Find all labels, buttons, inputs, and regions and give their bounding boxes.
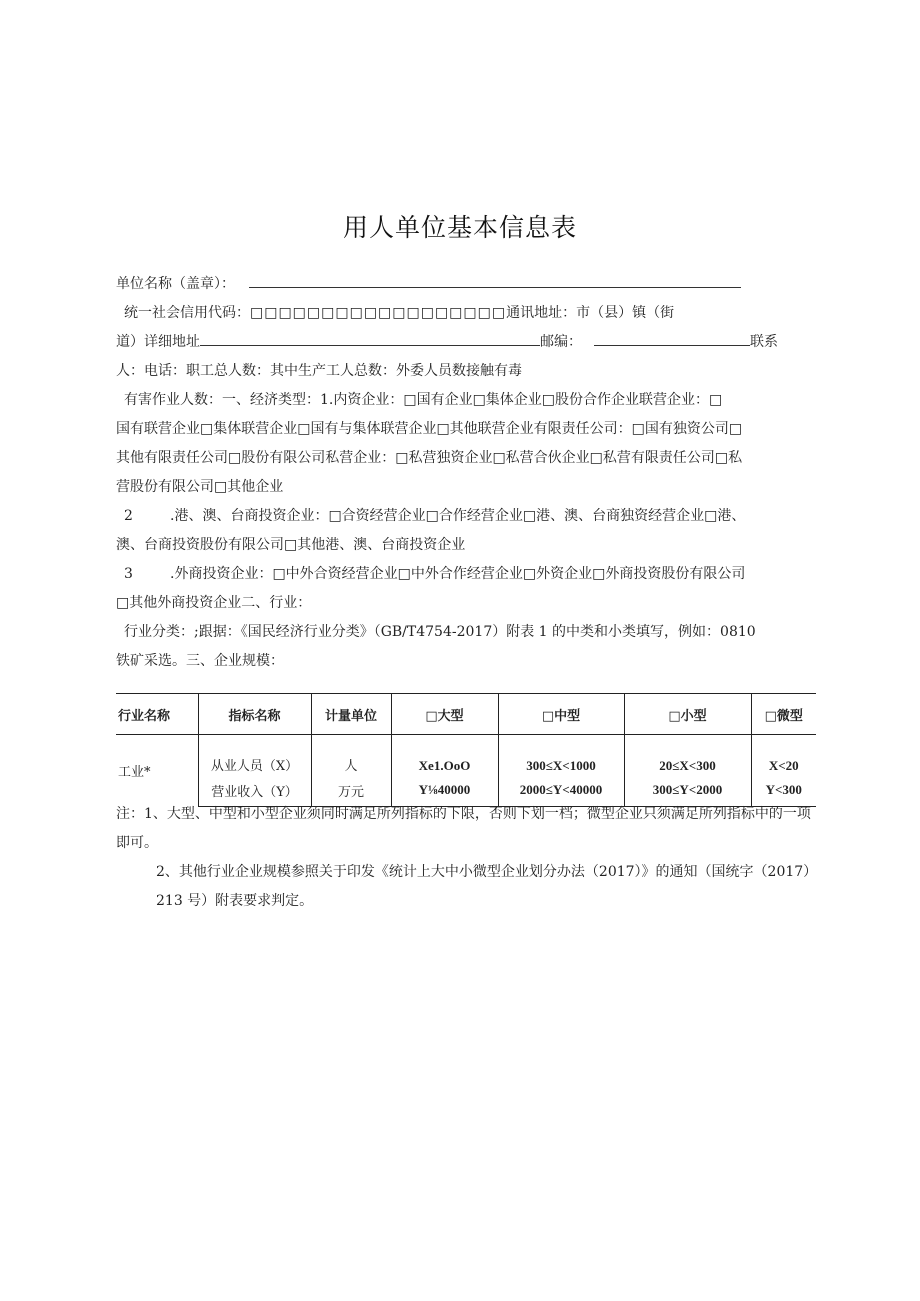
small-cell: 20≤X<300	[624, 735, 751, 775]
unit-cell: 万元	[311, 775, 391, 807]
credit-code-label: 统一社会信用代码：	[124, 305, 250, 321]
col-industry-name: 行业名称	[116, 694, 198, 735]
page-title: 用人单位基本信息表	[342, 213, 577, 242]
large-cell: Xe1.OoO	[391, 735, 498, 775]
notes	[116, 800, 820, 916]
hk-invest-row	[116, 502, 816, 531]
contact-row: 人：电话：职工总人数：其中生产工人总数：外委人员数接触有毒	[116, 363, 522, 379]
table-header-row	[116, 694, 816, 735]
item-number-3: 3	[124, 566, 133, 582]
table-row	[116, 735, 816, 775]
note-2: 2、其他行业企业规模参照关于印发《统计上大中小微型企业划分办法（2017）》的通知（国统字（2017）213 号）附表要求判定。	[156, 864, 818, 909]
foreign-invest-text: .外商投资企业：□中外合资经营企业□中外合作经营企业□外资企业□外商投资股份有限公司	[170, 566, 746, 582]
address-label: 通讯地址：市（县）镇（街	[506, 305, 675, 321]
detail-address-label: 道）详细地址	[116, 334, 200, 350]
industry-class-row-2: 铁矿采选。三、企业规模：	[116, 653, 284, 669]
medium-cell: 300≤X<1000	[498, 735, 624, 775]
unit-name-row	[116, 270, 816, 299]
credit-code-boxes[interactable]: □□□□□□□□□□□□□□□□□□	[250, 305, 507, 321]
economic-type-row-4: 营股份有限公司□其他企业	[116, 479, 284, 495]
postcode-field[interactable]	[594, 331, 750, 346]
contact-label: 联系	[750, 334, 778, 350]
foreign-invest-row-2: □其他外商投资企业二、行业：	[116, 595, 312, 611]
medium-cell: 2000≤Y<40000	[498, 775, 624, 807]
indicator-cell: 从业人员（X）	[198, 735, 311, 775]
col-medium[interactable]: □中型	[498, 694, 624, 735]
unit-name-field[interactable]	[249, 273, 741, 288]
indicator-cell: 营业收入（Y）	[198, 775, 311, 807]
micro-cell: Y<300	[751, 775, 816, 807]
col-small[interactable]: □小型	[624, 694, 751, 735]
hk-invest-text: .港、澳、台商投资企业：□合资经营企业□合作经营企业□港、澳、台商独资经营企业□港、	[170, 508, 746, 524]
col-indicator-name: 指标名称	[198, 694, 311, 735]
col-unit: 计量单位	[311, 694, 391, 735]
large-cell: Y⅛40000	[391, 775, 498, 807]
postcode-label: 邮编：	[540, 334, 582, 350]
economic-type-row-2: 国有联营企业□集体联营企业□国有与集体联营企业□其他联营企业有限责任公司：□国有独资公司□	[116, 421, 743, 437]
col-micro[interactable]: □微型	[751, 694, 816, 735]
economic-type-row: 有害作业人数：一、经济类型：1.内资企业：□国有企业□集体企业□股份合作企业联营企业：□	[124, 392, 723, 408]
col-large[interactable]: □大型	[391, 694, 498, 735]
unit-cell: 人	[311, 735, 391, 775]
foreign-invest-row	[116, 560, 816, 589]
industry-class-row: 行业分类：;跟据：《国民经济行业分类》（GB/T4754-2017）附表 1 的中类和小类填写，例如：0810	[124, 624, 756, 640]
detail-address-field[interactable]	[200, 331, 540, 346]
enterprise-scale-table	[116, 693, 816, 807]
note-1: 注：1、大型、中型和小型企业须同时满足所列指标的下限，否则下划一档；微型企业只须满足所列指标中的一项即可。	[116, 806, 811, 851]
credit-code-row	[116, 299, 816, 328]
economic-type-row-3: 其他有限责任公司□股份有限公司私营企业：□私营独资企业□私营合伙企业□私营有限责任公司□私	[116, 450, 743, 466]
hk-invest-row-2: 澳、台商投资股份有限公司□其他港、澳、台商投资企业	[116, 537, 466, 553]
item-number-2: 2	[124, 508, 133, 524]
micro-cell: X<20	[751, 735, 816, 775]
form-body	[116, 270, 816, 676]
unit-name-label: 单位名称（盖章）：	[116, 276, 235, 292]
address-row	[116, 328, 816, 357]
industry-cell: 工业*	[118, 765, 151, 780]
small-cell: 300≤Y<2000	[624, 775, 751, 807]
